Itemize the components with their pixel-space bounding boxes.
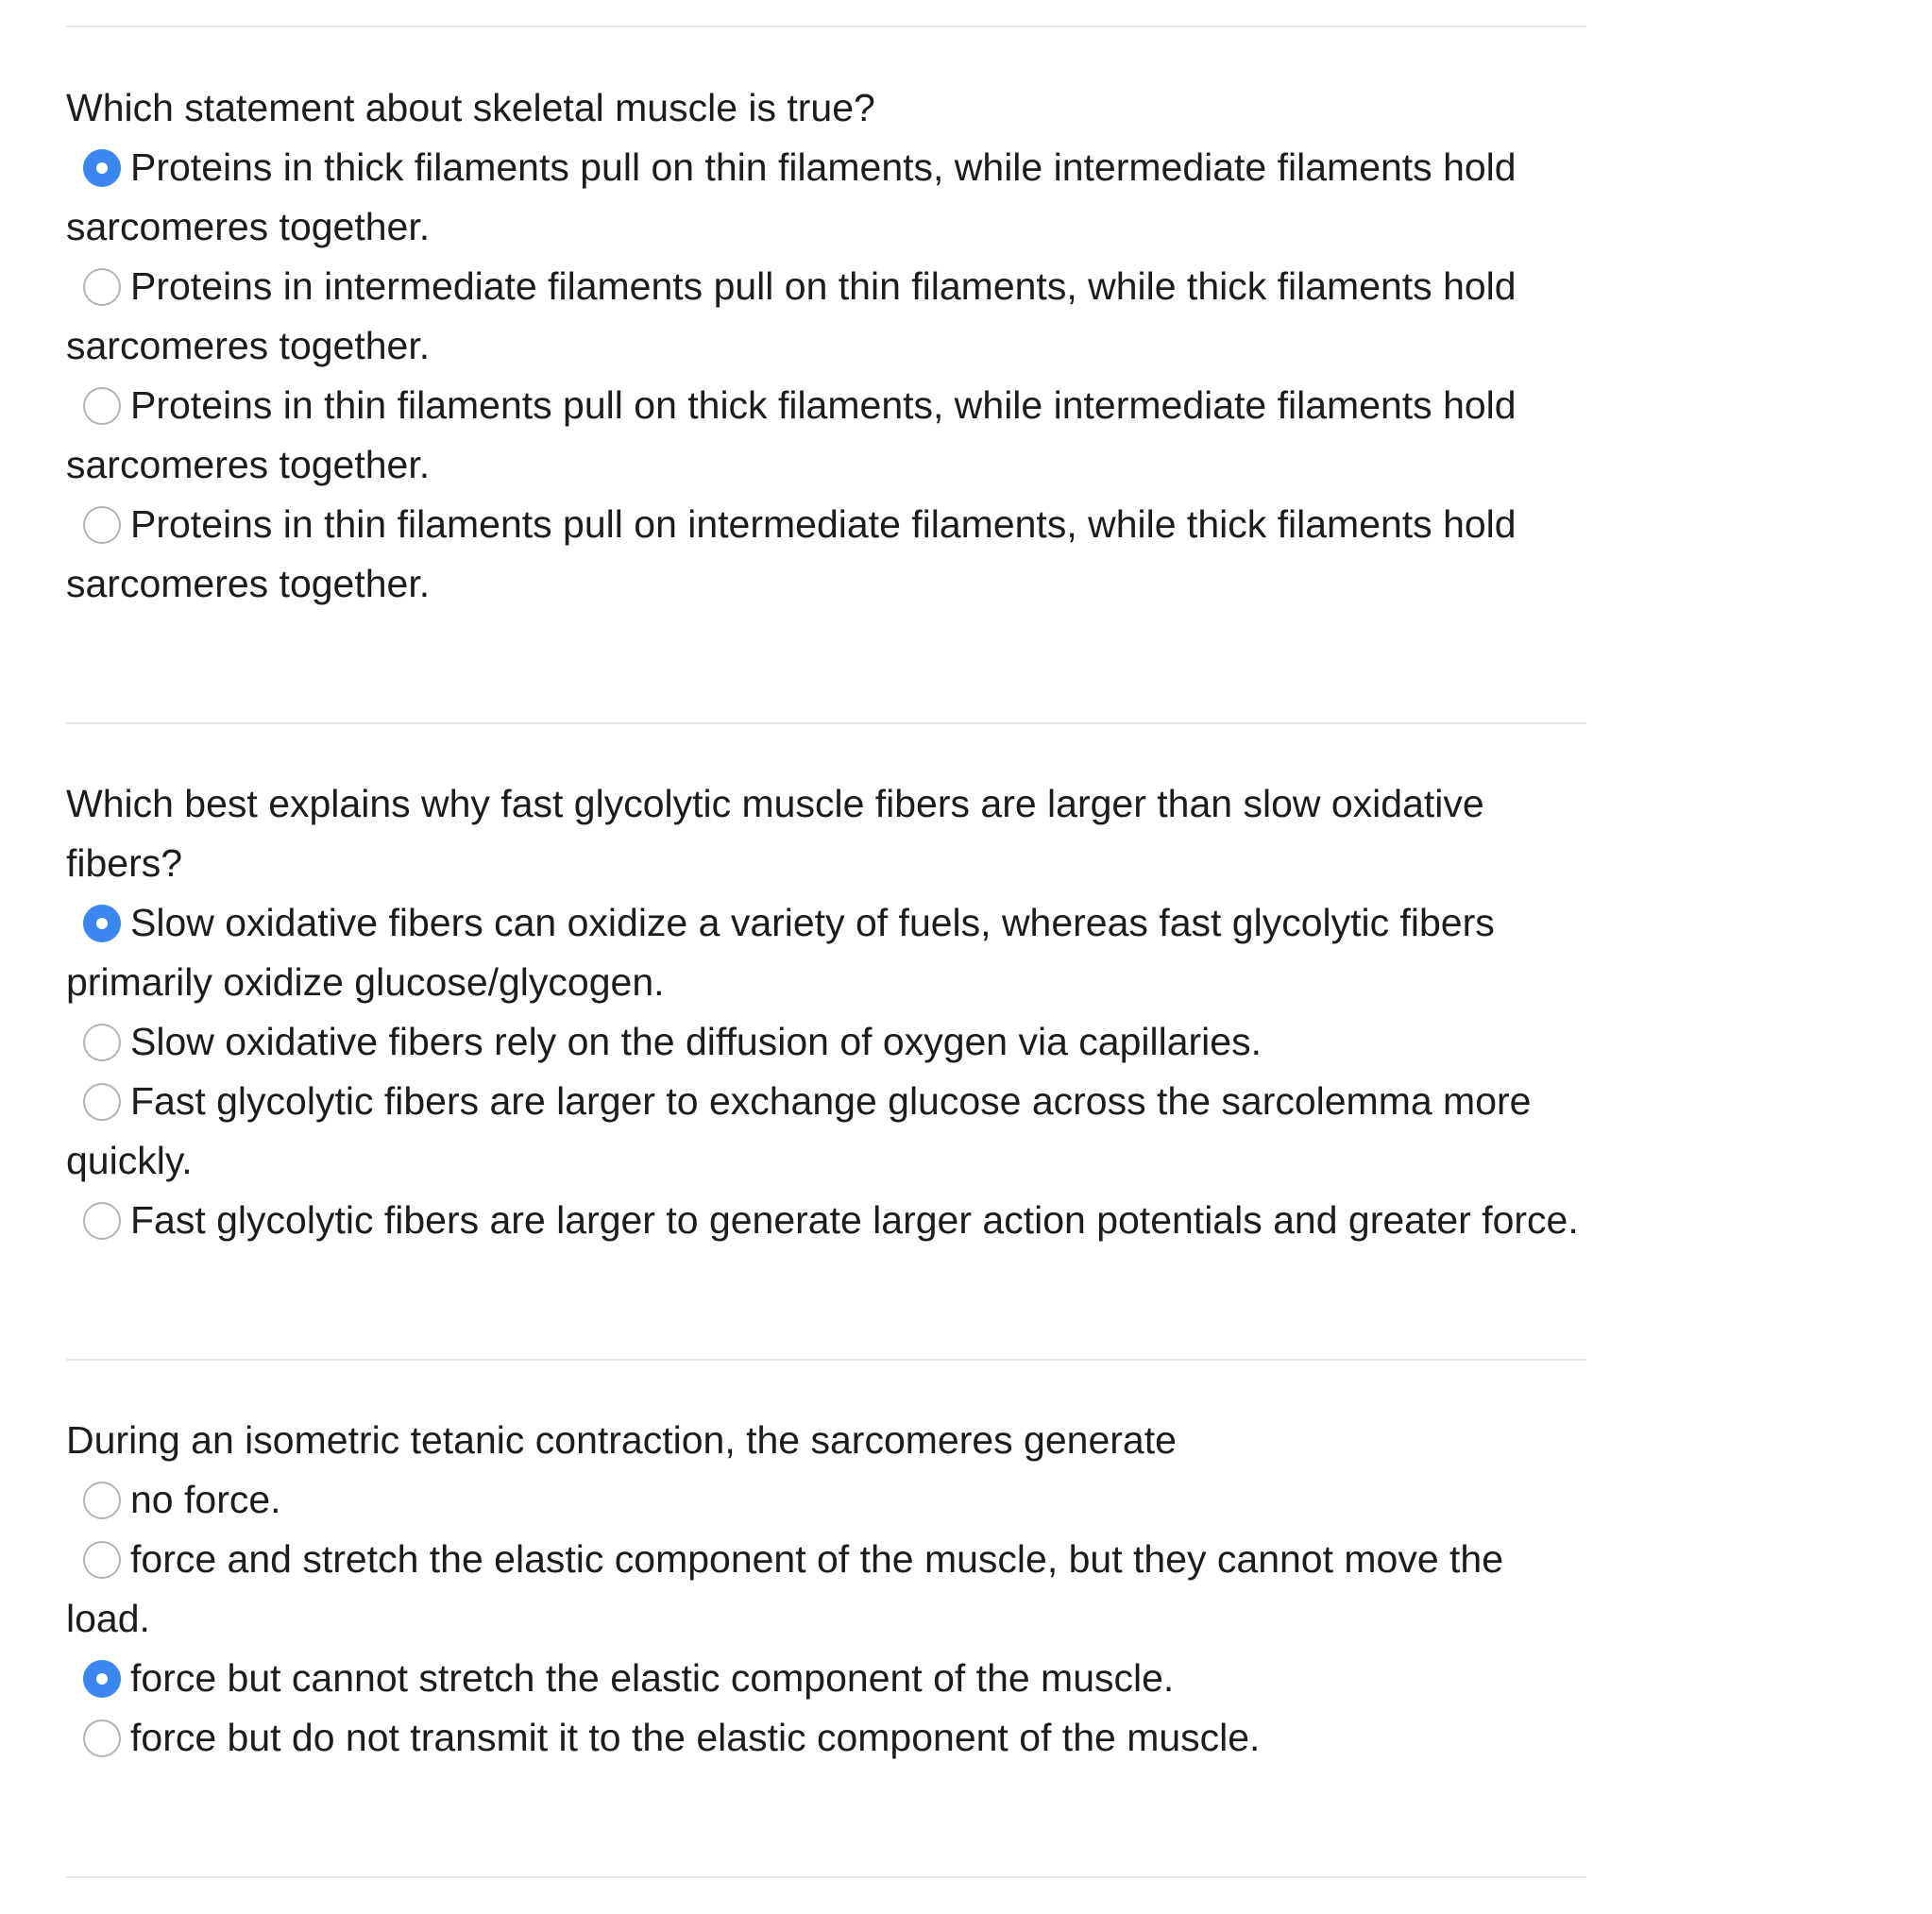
question-1-text: Which statement about skeletal muscle is true?: [66, 86, 875, 129]
q3-option-1-label: no force.: [130, 1478, 281, 1521]
separator-top: [66, 25, 1586, 27]
q2-option-3[interactable]: [66, 1072, 1586, 1191]
quiz-content: [66, 0, 1586, 1878]
q1-option-4-radio[interactable]: [83, 506, 121, 544]
q1-option-1-label: Proteins in thick filaments pull on thin filaments, while intermediate filaments hold sarcomeres together.: [66, 145, 1517, 248]
question-2: [66, 774, 1586, 1250]
q3-option-2-label: force and stretch the elastic component of the muscle, but they cannot move the load.: [66, 1537, 1504, 1640]
question-1: [66, 78, 1586, 614]
q2-option-2-label: Slow oxidative fibers rely on the diffusion of oxygen via capillaries.: [130, 1020, 1262, 1063]
q3-option-1[interactable]: [66, 1470, 1586, 1530]
q2-option-1[interactable]: [66, 893, 1586, 1012]
q3-option-1-radio[interactable]: [83, 1482, 121, 1519]
separator-bottom: [66, 1876, 1586, 1878]
separator-1: [66, 722, 1586, 724]
q3-option-3-label: force but cannot stretch the elastic component of the muscle.: [130, 1656, 1175, 1700]
q1-option-1[interactable]: [66, 138, 1586, 257]
separator-2: [66, 1359, 1586, 1361]
q1-option-3[interactable]: [66, 376, 1586, 495]
question-3: [66, 1411, 1586, 1768]
q1-option-2-radio[interactable]: [83, 268, 121, 306]
q1-option-2[interactable]: [66, 257, 1586, 376]
q2-option-2-radio[interactable]: [83, 1024, 121, 1061]
q2-option-1-radio[interactable]: [83, 905, 121, 942]
q3-option-2[interactable]: [66, 1530, 1586, 1649]
q2-option-2[interactable]: [66, 1012, 1586, 1072]
q2-option-3-label: Fast glycolytic fibers are larger to exchange glucose across the sarcolemma more quickly.: [66, 1079, 1532, 1182]
q3-option-4-radio[interactable]: [83, 1719, 121, 1757]
q3-option-4[interactable]: [66, 1708, 1586, 1768]
q1-option-4[interactable]: [66, 495, 1586, 614]
q3-option-2-radio[interactable]: [83, 1541, 121, 1579]
q2-option-4-radio[interactable]: [83, 1202, 121, 1240]
q3-option-4-label: force but do not transmit it to the elastic component of the muscle.: [130, 1716, 1261, 1759]
q1-option-4-label: Proteins in thin filaments pull on intermediate filaments, while thick filaments hold sarcomeres together.: [66, 502, 1517, 605]
q2-option-1-label: Slow oxidative fibers can oxidize a variety of fuels, whereas fast glycolytic fibers primarily oxidize glucose/glycogen.: [66, 901, 1495, 1004]
q1-option-2-label: Proteins in intermediate filaments pull on thin filaments, while thick filaments hold sarcomeres together.: [66, 264, 1517, 367]
q3-option-3[interactable]: [66, 1649, 1586, 1708]
q1-option-3-label: Proteins in thin filaments pull on thick filaments, while intermediate filaments hold sarcomeres together.: [66, 383, 1517, 486]
question-3-text: During an isometric tetanic contraction, the sarcomeres generate: [66, 1418, 1177, 1462]
q2-option-3-radio[interactable]: [83, 1083, 121, 1121]
q2-option-4[interactable]: [66, 1191, 1586, 1250]
q2-option-4-label: Fast glycolytic fibers are larger to generate larger action potentials and greater force.: [130, 1198, 1579, 1242]
q3-option-3-radio[interactable]: [83, 1660, 121, 1698]
question-2-text: Which best explains why fast glycolytic muscle fibers are larger than slow oxidative fibers?: [66, 782, 1484, 885]
q1-option-1-radio[interactable]: [83, 149, 121, 187]
q1-option-3-radio[interactable]: [83, 387, 121, 425]
